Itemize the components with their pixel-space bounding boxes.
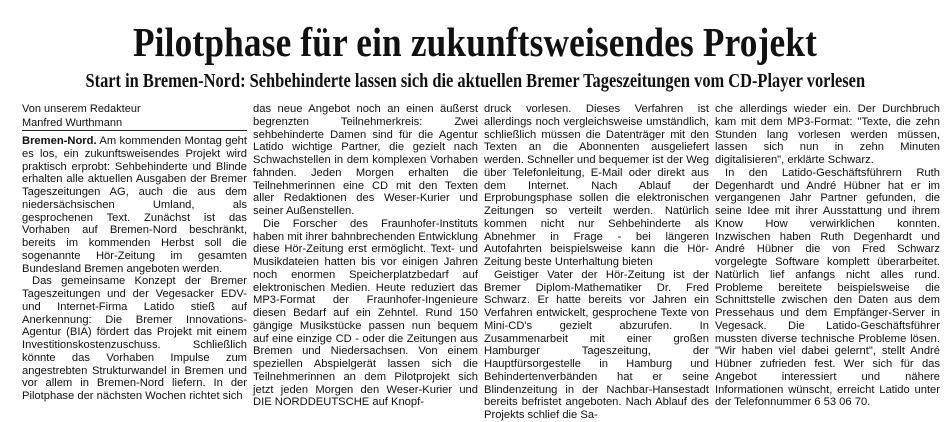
- byline-author: Manfred Wurthmann: [22, 117, 123, 129]
- article-paragraph: Die Forscher des Fraunhofer-Instituts haben mit ihrer bahnbrechenden Entwicklung diese Hör-Zeitung erst ermöglicht. Text- und Musikdateien hatten bis vor einigen Jahren noch enormen Speicherplatzbedarf auf elektronischen Medien. Heute reduziert das MP3-Format der Fraunhofer-Ingenieure diesen Bedarf auf ein Zehntel. Rund 150 gängige Musikstücke passen nun bequem auf eine einzige CD - oder die Zeitungen aus Bremen und Niedersachsen. Von einem speziellen Abspielgerät lassen sich die Teilnehmerinnen an dem Pilotprojekt sich jetzt jeden Morgen den Weser-Kurier und DIE NORDDEUTSCHE auf Knopf-: [253, 217, 478, 409]
- article-paragraph: [22, 135, 247, 275]
- byline-divider: [22, 130, 247, 131]
- article-column-1: [22, 135, 247, 401]
- dateline: Bremen-Nord.: [22, 135, 97, 147]
- article-paragraph: druck vorlesen. Dieses Verfahren ist allerdings noch vergleichsweise umständlich, schließlich müssen die Datenträger mit den Texten an die Abonnenten ausgeliefert werden. Schneller und bequemer ist der Weg über Telefonleitung, E-Mail oder direkt aus dem Internet. Nach Ablauf der Erprobungsphase sollen die elektronischen Zeitungen so verteilt werden. Natürlich kommen nicht nur Sehbehinderte als Abnehmer in Frage - bei längeren Autofahrten beispielsweise kann die Hör-Zeitung beste Unterhaltung bieten: [484, 103, 709, 268]
- byline: [22, 102, 247, 130]
- article-paragraph: Das gemeinsame Konzept der Bremer Tageszeitungen und der Vegesacker EDV- und Internet-Firma Latido stieß auf Anerkennung: Die Bremer Innovations-Agentur (BIA) fördert das Projekt mit einem Investitionskostenzuschuss. Schließlich könnte das Vorhaben Impulse zum angestrebten Strukturwandel in Bremen und vor allem in Bremen-Nord liefern. In der Pilotphase der nächsten Wochen richtet sich: [22, 275, 247, 402]
- article-paragraph: che allerdings wieder ein. Der Durchbruch kam mit dem MP3-Format: "Texte, die zehn Stunden lang vorlesen werden müssen, lassen sich nun in zehn Minuten digitalisieren", erklärte Schwarz.: [715, 103, 940, 166]
- paragraph-text: Am kommenden Montag geht es los, ein zukunftsweisendes Projekt wird praktisch erprobt: Sehbehinderte und Blinde erhalten alle aktuellen Ausgaben der Bremer Tageszeitungen AG, auch die aus dem niedersächsischen Umland, als gesprochenen Text. Zunächst ist das Vorhaben auf Bremen-Nord beschränkt, bereits im kommenden Herbst soll die sogenannte Hör-Zeitung im gesamten Bundesland Bremen angeboten werden.: [22, 135, 247, 275]
- article-paragraph: In den Latido-Geschäftsführern Ruth Degenhardt und André Hübner hat er im vergangenen Jahr Partner gefunden, die seine Idee mit ihrer Ausstattung und ihrem Know How verwirklichen konnten. Inzwischen haben Ruth Degenhardt und André Hübner die von Fred Schwarz vorgelegte Software komplett überarbeitet. Natürlich lief anfangs nicht alles rund. Probleme bereitete beispielsweise die Schnittstelle zwischen den Daten aus dem Pressehaus und dem Empfänger-Server in Vegesack. Die Latido-Geschäftsführer mussten diverse technische Probleme lösen. "Wir haben viel dabei gelernt", stellt André Hübner zufrieden fest. Wer sich für das Angebot interessiert und nähere Informationen wünscht, erreicht Latido unter der Telefonnummer 6 53 06 70.: [715, 166, 940, 409]
- article-column-2: [253, 103, 478, 409]
- byline-line-1: Von unserem Redakteur: [22, 103, 141, 115]
- article-column-3: [484, 103, 709, 421]
- article-paragraph: das neue Angebot noch an einen äußerst begrenzten Teilnehmerkreis: Zwei sehbehinderte Damen sind für die Agentur Latido wichtige Partner, die gezielt nach Schwachstellen in dem komplexen Vorhaben fahnden. Jeden Morgen erhalten die Teilnehmerinnen eine CD mit den Texten aller Redaktionen des Weser-Kurier und seiner Außenstellen.: [253, 103, 478, 217]
- article-paragraph: Geistiger Vater der Hör-Zeitung ist der Bremer Diplom-Mathematiker Dr. Fred Schwarz. Er hatte bereits vor Jahren ein Verfahren entwickelt, gesprochene Texte von Mini-CD's gezielt abzurufen. In Zusammenarbeit mit einer großen Hamburger Tageszeitung, der Hauptfürsorgestelle in Hamburg und Behindertenverbänden hat er seine Blindenzeitung in der Nachbar-Hansestadt bereits befristet angeboten. Nach Ablauf des Projekts schlief die Sa-: [484, 268, 709, 421]
- article-subheadline: Start in Bremen-Nord: Sehbehinderte lassen sich die aktuellen Bremer Tageszeitungen vom CD-Player vorlesen: [85, 70, 866, 92]
- article-column-4: [715, 103, 940, 409]
- article-headline: Pilotphase für ein zukunftsweisendes Projekt: [132, 19, 818, 65]
